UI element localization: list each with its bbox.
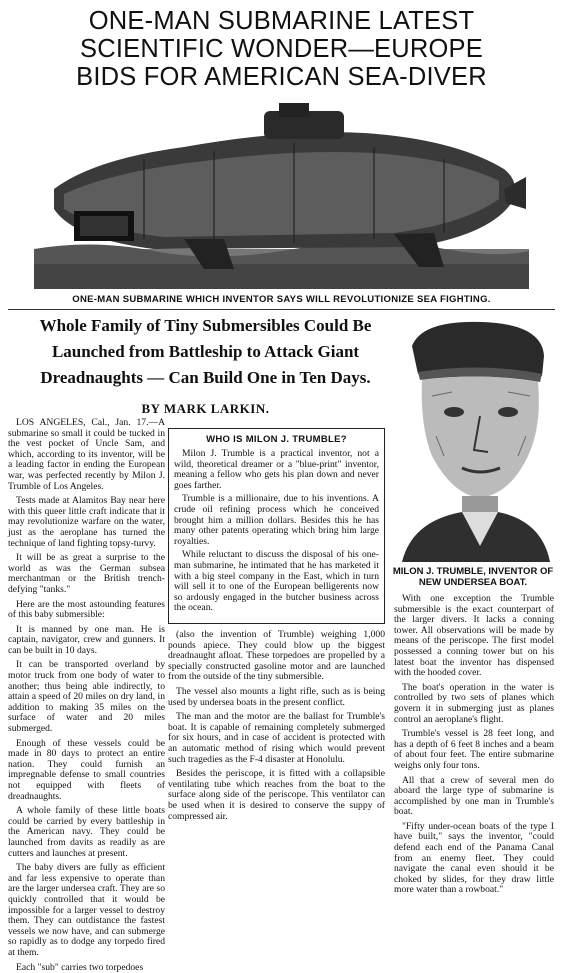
paragraph: Enough of these vessels could be made in 80 days to protect an entire nation. They could furnish an impregnable defense to small countries not equipped with fleets of dreadnaughts. [8,739,165,803]
paragraph: Each "sub" carries two torpedoes [8,963,165,973]
paragraph: Besides the periscope, it is fitted with a collapsible ventilating tube which reaches from the boat to the surface along side of the periscope. This ventilator can be used when it is desired to conserve the suppy of compressed air. [168,769,385,822]
paragraph: The man and the motor are the ballast for Trumble's boat. It is capable of remaining completely submerged for six hours, and in case of accident is protected with an automatic method of rising which would prevent such tragedies as the F-4 disaster at Honolulu. [168,712,385,765]
sidebar-paragraph: Milon J. Trumble is a practical inventor, not a wild, theoretical dreamer or a "blue-print" inventor, meaning a fellow who gets his plan down and never goes farther. [174,449,379,491]
paragraph: Trumble's vessel is 28 feet long, and has a depth of 6 feet 8 inches and a beam of about four feet. The entire submarine weighs only four tons. [394,729,554,771]
paragraph: "Fifty under-ocean boats of the type I have built," says the inventor, "could defend each end of the Panama Canal from an enemy fleet. They could navigate the canal even should it be choked by slides, for they draw little more water than a rowboat." [394,822,554,896]
paragraph: The boat's operation in the water is controlled by two sets of planes which govern it in submerging just as planes control an aeroplane's flight. [394,683,554,725]
paragraph: The baby divers are fully as efficient and far less expensive to operate than are the larger undersea craft. They are so quickly controlled that it would be impossible for a larger vessel to destroy them. They can outdistance the fastest vessels we now have, and can submerge so rapidly as to dodge any torpedo fired at them. [8,863,165,958]
paragraph: Here are the most astounding features of this baby submersible: [8,600,165,621]
paragraph: All that a crew of several men do aboard the large type of submarine is accomplished by one man in Trumble's boat. [394,776,554,818]
paragraph: Tests made at Alamitos Bay near here with this queer little craft indicate that it may revolutionize warfare on the water, just as the aeroplane has turned the technique of land fighting topsy-turvy. [8,496,165,549]
paragraph: It is manned by one man. He is captain, navigator, crew and gunners. It can be built in 10 days. [8,625,165,657]
sidebar-paragraph: Trumble is a millionaire, due to his inventions. A crude oil refining process which he conceived brought him a million dollars. Besides this he has many other patents operating which bring him large royalties. [174,494,379,547]
subhead-line-3: Dreadnaughts — Can Build One in Ten Days. [8,365,403,391]
paragraph: The vessel also mounts a light rifle, such as is being used by undersea boats in the present conflict. [168,687,385,708]
portrait-caption: MILON J. TRUMBLE, INVENTOR OF NEW UNDERSEA BOAT. [392,566,554,588]
sidebar-paragraph: While reluctant to discuss the disposal of his one-man submarine, he intimated that he has marketed it with a big steel company in the East, which in turn will sell it to one of the European belligerents now so ardously engaged in the butcher business across the ocean. [174,550,379,614]
subhead-line-1: Whole Family of Tiny Submersibles Could Be [8,313,403,339]
byline: BY MARK LARKIN. [8,401,403,417]
sidebar-title: WHO IS MILON J. TRUMBLE? [174,434,379,445]
headline-line-1: ONE-MAN SUBMARINE LATEST [10,8,553,35]
subhead-line-2: Launched from Battleship to Attack Giant [8,339,403,365]
article-column-3 [394,594,554,846]
paragraph: A whole family of these little boats could be carried by every battleship in the American navy. They could be launched from davits as readily as are cutters and launches at present. [8,806,165,859]
headline-line-2: SCIENTIFIC WONDER—EUROPE [10,36,553,63]
submarine-photo [34,99,529,289]
article-column-2 [168,630,385,846]
divider [8,309,555,310]
paragraph: With one exception the Trumble submersible is the exact counterpart of the larger divers. It lacks a conning tower. All observations will be made by means of the periscope. The first model possessed a conning tower but on his latest boat the inventor has dispensed with the hooded cover. [394,594,554,679]
sidebar-box [168,428,385,624]
paragraph: LOS ANGELES, Cal., Jan. 17.—A submarine so small it could be tucked in the vest pocket of Uncle Sam, and which, according to its inventor, will be a leading factor in ending the European war, was perfected recently by Milon J. Trumble of Los Angeles. [8,418,165,492]
inventor-portrait [392,316,554,562]
photo-caption: ONE-MAN SUBMARINE WHICH INVENTOR SAYS WILL REVOLUTIONIZE SEA FIGHTING. [20,294,543,305]
headline-line-3: BIDS FOR AMERICAN SEA-DIVER [10,64,553,91]
paragraph: It will be as great a surprise to the world as was the German subsea merchantman or the British trench-defying "tanks." [8,553,165,595]
paragraph: It can be transported overland by motor truck from one body of water to another; thus being able indirectly, to attain a speed of 20 miles on dry land, in addition to making 35 miles on the surface of water and 20 miles submerged. [8,660,165,734]
article-column-1 [8,418,165,846]
paragraph: (also the invention of Trumble) weighing 1,000 pounds apiece. They could blow up the biggest dreadnaught afloat. These torpedoes are propelled by a specially constructed gasoline motor and are launched from the outside of the tiny submersible. [168,630,385,683]
